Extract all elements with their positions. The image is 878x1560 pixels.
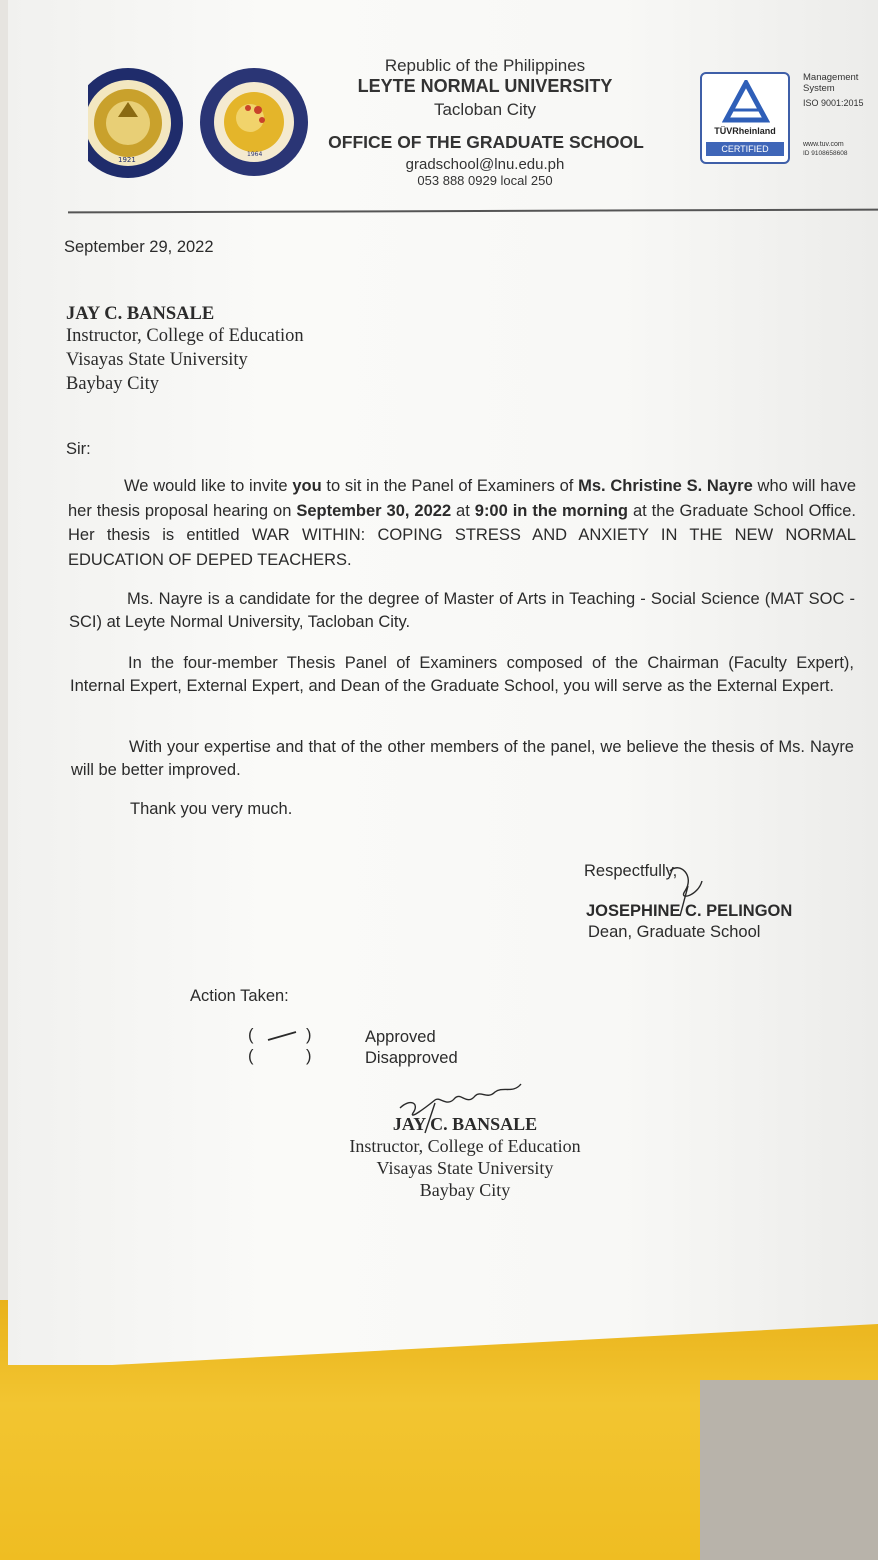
- signer-name: JAY C. BANSALE: [392, 1114, 538, 1134]
- option-approved: Approved: [365, 1028, 436, 1046]
- table-surface: [700, 1380, 878, 1560]
- recipient-title: Instructor, College of Education: [66, 326, 304, 346]
- seal-year-1964: 1964: [247, 151, 263, 158]
- signer-institution: Visayas State University: [376, 1158, 554, 1178]
- paragraph-expertise: With your expertise and that of the other members of the panel, we believe the thesis of Ms. Nayre will be better improved.: [71, 738, 854, 779]
- p1-text-a: We would like to invite: [124, 477, 293, 495]
- office-name: OFFICE OF THE GRADUATE SCHOOL: [328, 132, 644, 152]
- tuv-id: ID 9108658608: [803, 150, 848, 157]
- tuv-certification-badge: [700, 72, 790, 164]
- signatory-name: JOSEPHINE C. PELINGON: [586, 902, 793, 920]
- closing: Respectfully,: [584, 862, 678, 880]
- tuv-brand: TÜVRheinland: [714, 126, 776, 136]
- p1-text-c: to sit in the Panel of Examiners of: [321, 477, 579, 495]
- bracket-open: (: [248, 1047, 254, 1065]
- p1-text-i: at the Graduate School Office. Her thesis is entitled WAR WITHIN: COPING STRESS AND ANXIETY IN THE NEW NORMAL EDUCATION OF DEPED TEACHERS.: [68, 501, 857, 569]
- university-seal-icon: [88, 62, 183, 184]
- office-email: gradschool@lnu.edu.ph: [405, 156, 565, 173]
- signer-city: Baybay City: [419, 1180, 511, 1200]
- action-label: Action Taken:: [190, 987, 289, 1005]
- p1-text-e: who will have her thesis proposal hearing on: [68, 477, 856, 520]
- approved-checkbox: [248, 1026, 318, 1045]
- office-phone: 053 888 0929 local 250: [417, 173, 553, 188]
- country-line: Republic of the Philippines: [384, 56, 586, 75]
- recipient-name: JAY C. BANSALE: [66, 304, 215, 324]
- hearing-time: 9:00 in the morning: [474, 501, 629, 520]
- paragraph-invitation: [68, 474, 856, 572]
- bracket-open: (: [248, 1026, 254, 1044]
- salutation: Sir:: [66, 440, 91, 458]
- signer-title: Instructor, College of Education: [349, 1136, 581, 1156]
- recipient-institution: Visayas State University: [66, 350, 248, 370]
- iso-standard: ISO 9001:2015: [803, 98, 864, 108]
- management-system-label: Management System: [803, 72, 859, 94]
- p1-you: you: [292, 477, 322, 495]
- paragraph-candidate: Ms. Nayre is a candidate for the degree of Master of Arts in Teaching - Social Science (MAT SOC - SCI) at Leyte Normal University, Tacloban City.: [69, 590, 855, 631]
- thanks-line: Thank you very much.: [130, 800, 293, 818]
- bracket-close: ): [306, 1047, 312, 1065]
- letter-date: September 29, 2022: [64, 238, 214, 256]
- tuv-triangle-icon: [722, 80, 770, 124]
- option-disapproved: Disapproved: [365, 1049, 458, 1067]
- bracket-close: ): [306, 1026, 312, 1044]
- candidate-name: Ms. Christine S. Nayre: [578, 477, 753, 495]
- university-name: LEYTE NORMAL UNIVERSITY: [357, 76, 613, 96]
- city-line: Tacloban City: [433, 100, 537, 119]
- seal-year: 1921: [118, 156, 136, 164]
- signatory-title: Dean, Graduate School: [588, 923, 761, 941]
- p1-text-g: at: [451, 501, 475, 520]
- hearing-date: September 30, 2022: [296, 501, 452, 520]
- tuv-url: www.tuv.com: [803, 141, 844, 148]
- graduate-school-seal-icon: [200, 60, 310, 185]
- recipient-city: Baybay City: [66, 374, 160, 394]
- checkmark-icon: [266, 1030, 300, 1042]
- paragraph-panel-role: In the four-member Thesis Panel of Examiners composed of the Chairman (Faculty Expert), Internal Expert, External Expert, and Dean of the Graduate School, you will serve as the External Expert.: [70, 654, 854, 695]
- disapproved-checkbox: [248, 1047, 318, 1066]
- certified-badge: CERTIFIED: [706, 142, 784, 156]
